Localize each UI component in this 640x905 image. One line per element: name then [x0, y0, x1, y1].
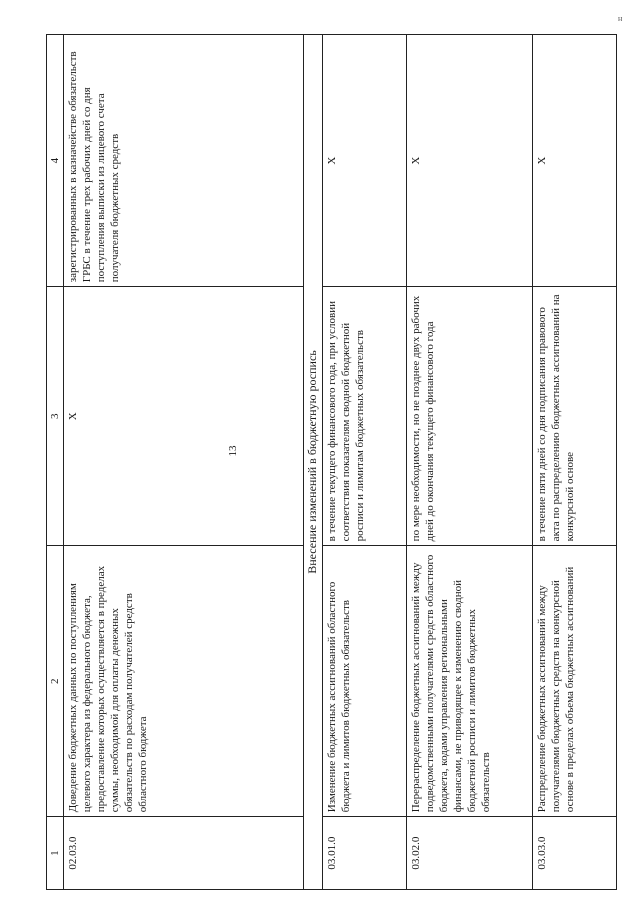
- budget-table: [46, 34, 617, 890]
- row-code: 03.01.0: [323, 817, 407, 890]
- section-heading-row: [304, 35, 323, 890]
- row-code: 03.03.0: [533, 817, 617, 890]
- row-notes: Х: [323, 35, 407, 287]
- row-action: Доведение бюджетных данных по поступлениям целевого характера из федерального бюджета, предоставление которых осуществляется в пределах суммы, необходимой для оплаты денежных обязательств по расходам получателей средств областного бюджета: [64, 546, 304, 817]
- table-row: [533, 35, 617, 890]
- budget-table-wrapper: [46, 34, 576, 890]
- row-term: по мере необходимости, но не позднее двух рабочих дней до окончания текущего финансового года: [407, 287, 533, 546]
- row-action: Изменение бюджетных ассигнований областного бюджета и лимитов бюджетных обязательств: [323, 546, 407, 817]
- row-code: 03.02.0: [407, 817, 533, 890]
- corner-mark: н: [618, 14, 623, 23]
- row-code: 02.03.0: [64, 817, 304, 890]
- table-row: [64, 35, 304, 890]
- header-col-4: 4: [47, 35, 64, 287]
- row-notes: зарегистрированных в казначействе обязательств ГРБС в течение трех рабочих дней со дня поступления выписки из лицевого счета получателя бюджетных средств: [64, 35, 304, 287]
- row-action: Распределение бюджетных ассигнований между получателями бюджетных средств на конкурсной основе в пределах объема бюджетных ассигнований: [533, 546, 617, 817]
- table-row: [323, 35, 407, 890]
- header-col-1: 1: [47, 817, 64, 890]
- row-notes: Х: [533, 35, 617, 287]
- row-action: Перераспределение бюджетных ассигнований между подведомственными получателями средств областного бюджета, кодами управления региональными финансами, не приводящее к изменению сводной бюджетной росписи и лимитов бюджетных обязательств: [407, 546, 533, 817]
- row-notes: Х: [407, 35, 533, 287]
- page-number: 13: [227, 445, 239, 457]
- table-header-row: [47, 35, 64, 890]
- row-term: в течение текущего финансового года, при условии соответствия показателям сводной бюджетной росписи и лимитам бюджетных обязательств: [323, 287, 407, 546]
- header-col-3: 3: [47, 287, 64, 546]
- row-term: в течение пяти дней со дня подписания правового акта по распределению бюджетных ассигнований на конкурсной основе: [533, 287, 617, 546]
- table-row: [407, 35, 533, 890]
- section-title: Внесение изменений в бюджетную роспись: [304, 35, 323, 890]
- header-col-2: 2: [47, 546, 64, 817]
- row-term: Х: [64, 287, 304, 546]
